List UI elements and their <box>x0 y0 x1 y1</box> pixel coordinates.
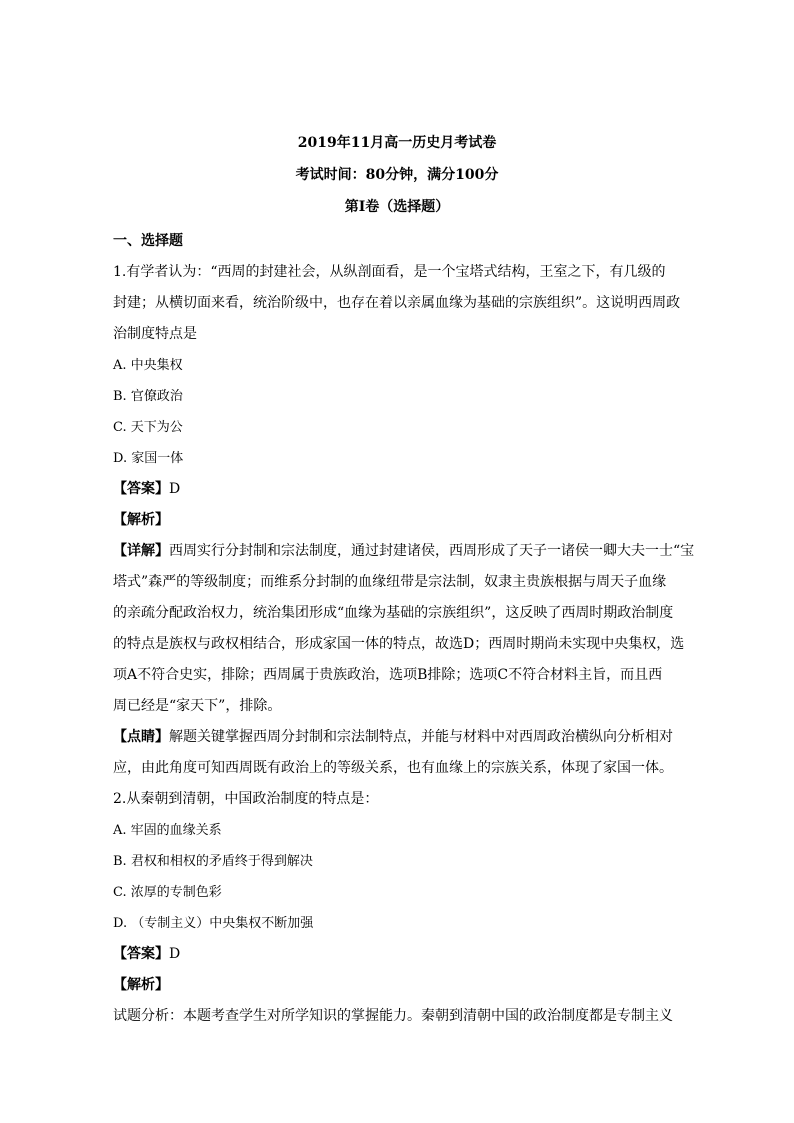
question-1-detail-line: 项A不符合史实，排除；西周属于贵族政治，选项B排除；选项C不符合材料主旨，而且西 <box>113 667 663 683</box>
question-2-stem: 2.从秦朝到清朝，中国政治制度的特点是： <box>113 791 379 807</box>
question-2 <box>113 784 683 1032</box>
volume-title: 第I卷（选择题） <box>344 199 450 215</box>
answer-value: D <box>169 481 181 497</box>
exam-time-info: 考试时间：80分钟，满分100分 <box>295 167 499 183</box>
question-1-option-c: C. 天下为公 <box>113 420 183 435</box>
question-1-answer <box>113 474 683 505</box>
question-1-option-d: D. 家国一体 <box>113 451 184 466</box>
question-1-stem-line: 封建；从横切面来看，统治阶级中，也存在着以亲属血缘为基础的宗族组织”。这说明西周政 <box>113 295 681 311</box>
detail-tag: 【详解】 <box>113 543 169 559</box>
section-title: 一、选择题 <box>113 233 183 249</box>
exam-content <box>113 226 695 1032</box>
question-1 <box>113 257 695 784</box>
point-tag: 【点睛】 <box>113 729 169 745</box>
answer-tag: 【答案】 <box>113 946 169 962</box>
detail-text: 西周实行分封制和宗法制度，通过封建诸侯，西周形成了天子一诸侯一卿大夫一士“宝 <box>169 543 695 559</box>
question-1-detail-line: 的亲疏分配政治权力，统治集团形成“血缘为基础的宗族组织”，这反映了西周时期政治制度 <box>113 605 674 621</box>
question-2-analysis-tag: 【解析】 <box>113 977 169 993</box>
question-1-analysis-tag: 【解析】 <box>113 512 169 528</box>
answer-value: D <box>169 946 181 962</box>
question-1-point-line: 应，由此角度可知西周既有政治上的等级关系，也有血缘上的宗族关系，体现了家国一体。 <box>113 760 673 776</box>
question-1-detail-line <box>113 536 695 567</box>
question-2-option-c: C. 浓厚的专制色彩 <box>113 885 222 900</box>
point-text: 解题关键掌握西周分封制和宗法制特点，并能与材料中对西周政治横纵向分析相对 <box>169 729 673 745</box>
question-1-stem-line: 治制度特点是 <box>113 326 197 342</box>
question-1-stem-line: 1.有学者认为：“西周的封建社会，从纵剖面看，是一个宝塔式结构，王室之下，有几级的 <box>113 264 666 280</box>
question-1-detail-line: 塔式”森严的等级制度；而维系分封制的血缘纽带是宗法制，奴隶主贵族根据与周天子血缘 <box>113 574 667 590</box>
question-1-detail-line: 的特点是族权与政权相结合，形成家国一体的特点，故选D；西周时期尚未实现中央集权，选 <box>113 636 685 652</box>
answer-tag: 【答案】 <box>113 481 169 497</box>
question-1-point-line <box>113 722 683 753</box>
exam-title: 2019年11月高一历史月考试卷 <box>297 135 497 151</box>
question-2-option-b: B. 君权和相权的矛盾终于得到解决 <box>113 854 313 869</box>
question-1-option-a: A. 中央集权 <box>113 358 183 373</box>
question-2-option-a: A. 牢固的血缘关系 <box>113 823 222 838</box>
question-1-option-b: B. 官僚政治 <box>113 389 183 404</box>
question-2-option-d: D. （专制主义）中央集权不断加强 <box>113 916 314 931</box>
question-2-analysis-line: 试题分析：本题考查学生对所学知识的掌握能力。秦朝到清朝中国的政治制度都是专制主义 <box>113 1008 673 1024</box>
question-2-answer <box>113 939 683 970</box>
question-1-detail-line: 周已经是“家天下”，排除。 <box>113 698 282 714</box>
